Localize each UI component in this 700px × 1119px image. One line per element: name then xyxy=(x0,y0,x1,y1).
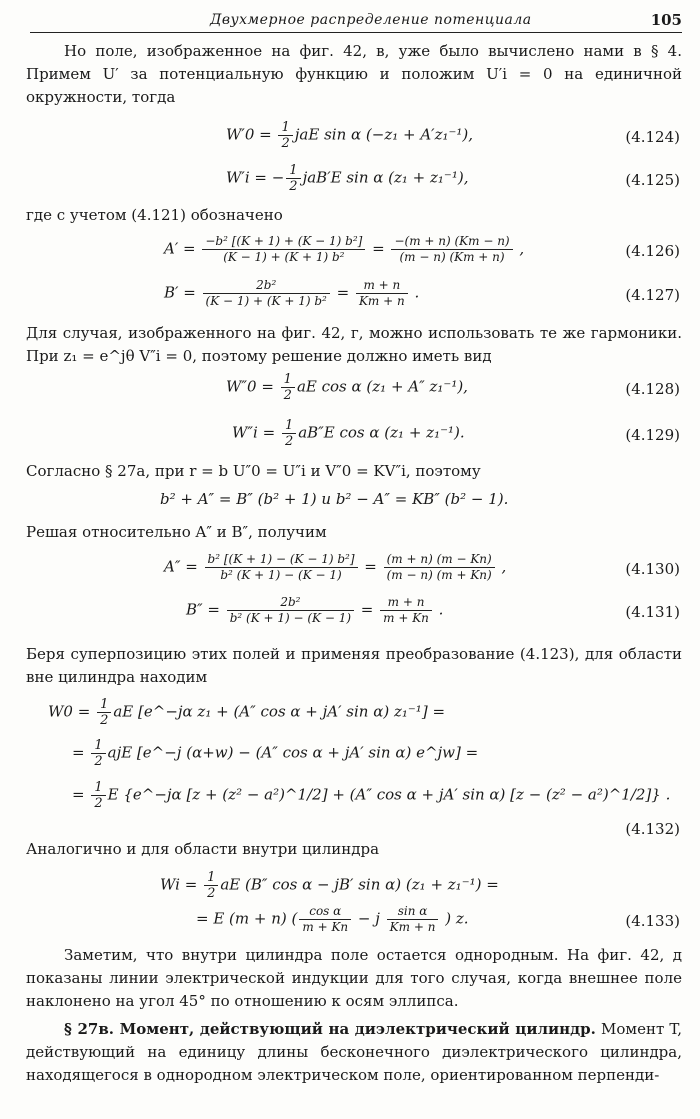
paragraph-4: Согласно § 27а, при r = b U″0 = U″i и V″0 = KV″i, поэтому xyxy=(26,462,481,480)
eq-frac-1: $\frac{\text{2b²}}{\text{(K − 1) + (K + 1) b²}}$ xyxy=(203,278,330,309)
equation-number: (4.127) xyxy=(625,286,680,304)
eq-frac-1: $\frac{\text{−b² [(K + 1) + (K − 1) b²]}}{\text{(K − 1) + (K + 1) b²}}$ xyxy=(202,234,365,265)
page-number: 105 xyxy=(650,11,682,29)
paragraph-5: Решая относительно A″ и B″, получим xyxy=(26,523,327,541)
eq-frac-2: $\frac{m + n}{Km + n}$ xyxy=(356,278,408,309)
eq-rhs: jaE sin α (−z₁ + A′z₁⁻¹), xyxy=(294,125,474,144)
section-text: Момент T, действующий на единицу длины бесконечного диэлектрического цилиндра, находящегося в однородном электрическом поле, ориентированном перпенди- xyxy=(26,1020,682,1084)
equation-number: (4.132) xyxy=(625,820,680,838)
paragraph-1: Но поле, изображенное на фиг. 42, в, уже было вычислено нами в § 4. Примем U′ за потенциальную функцию и положим U′i = 0 на единичной окружности, тогда xyxy=(26,42,682,106)
eq-frac-2: $\frac{-(m + n) (Km - n)}{(m - n) (Km + n)}$ xyxy=(391,234,512,265)
equation-number: (4.133) xyxy=(625,912,680,930)
running-title: Двухмерное распределение потенциала xyxy=(210,12,532,28)
section-heading: § 27в. Момент, действующий на диэлектрический цилиндр. xyxy=(64,1020,596,1038)
paragraph-6: Беря суперпозицию этих полей и применяя преобразование (4.123), для области вне цилиндра находим xyxy=(26,645,682,686)
equation-number: (4.131) xyxy=(625,603,680,621)
paragraph-8: Заметим, что внутри цилиндра поле остается однородным. На фиг. 42, д показаны линии электрической индукции для того случая, когда внешнее поле наклонено на угол 45° по отношению к осям эллипса. xyxy=(26,946,682,1010)
equation-number: (4.128) xyxy=(625,380,680,398)
equation-number: (4.124) xyxy=(625,128,680,146)
eq-lhs: W′i = − xyxy=(226,168,285,187)
eq-rhs: jaB′E sin α (z₁ + z₁⁻¹), xyxy=(302,168,469,187)
eq-coef: $\frac{1}{2}$ xyxy=(286,163,300,194)
equation-number: (4.125) xyxy=(625,171,680,189)
paragraph-9 xyxy=(26,1018,682,1087)
book-page: Двухмерное распределение потенциала 105 Но поле, изображенное на фиг. 42, в, уже было вычислено нами в § 4. Примем U′ за потенциальную функцию и положим U′i = 0 на единичной окружности, тогда W′0 = $\frac{1}{2}$ jaE sin α (−z₁ + A′z₁⁻¹), (4.124) W′i = − $\frac{1}{2}$ jaB′E sin α (z₁ + z₁⁻¹), (4.125) где с учетом (4.121) обозначено A′ = $\frac{\text{−b² [(K + 1) + (K − 1) b²]}}{\text{(K − 1) + (K + 1) b²}}$ = $\frac{-(m + n) (Km - n)}{(m - n) (Km + n)}$ , (4.126) B′ = $\frac{\text{2b²}}{\text{(K − 1) + (K + 1) b²}}$ = $\frac{m + n}{Km + n}$ . (4.127) Для случая, изображенного на фиг. 42, г, можно использовать те же гармоники. При z₁ = e^jθ V″i = 0, поэтому решение должно иметь вид W″0 = $\frac{1}{2}$ aE cos α (z₁ + A″ z₁⁻¹), (4.128) W″i = $\frac{1}{2}$ aB″E cos α (z₁ + z₁⁻¹). (4.129) Согласно § 27а, при r = b U″0 = U″i и V″0 = KV″i, поэтому b² + A″ = B″ (b² + 1) и b² − A″ = KB″ (b² − 1). Решая относительно A″ и B″, получим A″ = $\frac{\text{b² [(K + 1) − (K − 1) b²]}}{\text{b² (K + 1) − (K − 1)}}$ = $\frac{(m + n) (m - Kn)}{(m - n) (m + Kn)}$ , (4.130) B″ = $\frac{\text{2b²}}{\text{b² (K + 1) − (K − 1)}}$ = $\frac{m + n}{m + Kn}$ . (4.131) Беря суперпозицию этих полей и применяя преобразование (4.123), для области вне цилиндра находим W0 = $\frac{1}{2}$ aE [e^−jα z₁ + (A″ cos α + jA′ sin α) z₁⁻¹] = = $\frac{1}{2}$ ajE [e^−j (α+w) − (A″ cos α + jA′ sin α) e^jw] = = $\frac{1}{2}$ E {e^−jα [z + (z² − a²)^1/2] + (A″ cos α + jA′ sin α) [z − (z² − a²)^1/2]} . (4.132) Аналогично и для области внутри цилиндра Wi = $\frac{1}{2}$ aE (B″ cos α − jB′ sin α) (z₁ + z₁⁻¹) = = E (m + n) ( $\frac{\text{cos α}}{m + Kn}$ − j $\frac{\text{sin α}}{Km + n}$ ) z. (4.133) Заметим, что внутри цилиндра поле остается однородным. На фиг. 42, д показаны линии электрической индукции для того случая, когда внешнее поле наклонено на угол 45° по отношению к осям эллипса. § 27в. Момент, действующий на диэлектрический цилиндр. Момент T, действующий на единицу длины бесконечного диэлектрического цилиндра, находящегося в однородном электрическом поле, ориентированном перпенди- xyxy=(0,0,700,1119)
paragraph-7: Аналогично и для области внутри цилиндра xyxy=(26,840,380,858)
paragraph-2: где с учетом (4.121) обозначено xyxy=(26,206,283,224)
equation-number: (4.130) xyxy=(625,560,680,578)
equation-number: (4.129) xyxy=(625,426,680,444)
eq-coef: $\frac{1}{2}$ xyxy=(278,120,292,151)
equation-number: (4.126) xyxy=(625,242,680,260)
paragraph-3: Для случая, изображенного на фиг. 42, г, можно использовать те же гармоники. При z₁ = e^jθ V″i = 0, поэтому решение должно иметь вид xyxy=(26,324,682,365)
running-header xyxy=(30,10,682,33)
eq-lhs: W′0 = xyxy=(226,125,277,144)
